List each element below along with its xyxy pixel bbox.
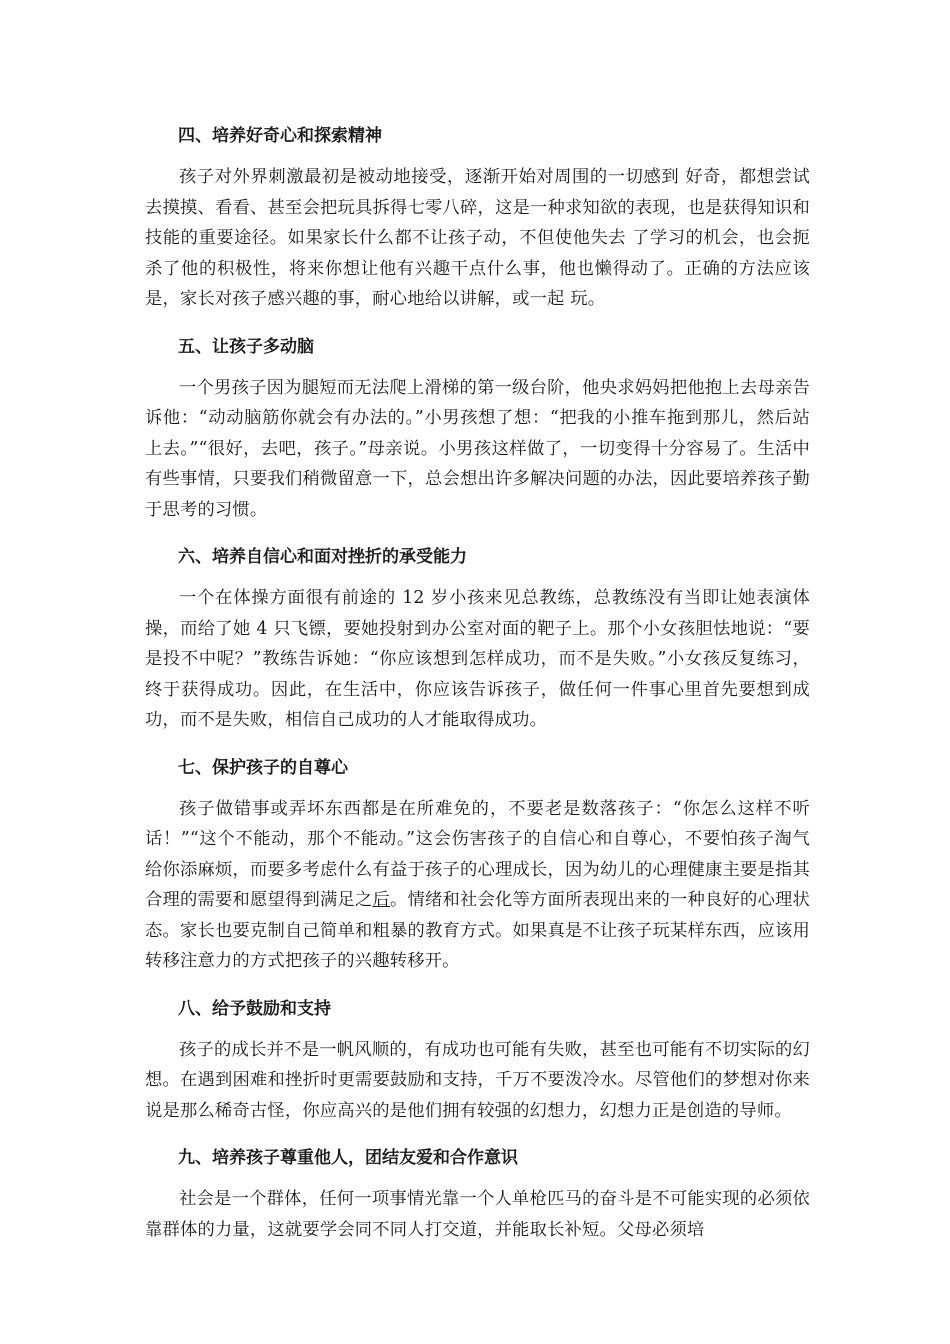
section-paragraph-self-esteem [145,794,810,977]
section-paragraph-curiosity: 孩子对外界刺激最初是被动地接受，逐渐开始对周围的一切感到 好奇，都想尝试去摸摸、看看、甚至会把玩具拆得七零八碎，这是一种求知欲的表现，也是获得知识和技能的重要途径。如果家长什么都不让孩子动，不但使他失去 了学习的机会，也会扼杀了他的积极性，将来你想让他有兴趣干点什么事，他也懒得动了。正确的方法应该是，家长对孩子感兴趣的事，耐心地给以讲解，或一起 玩。 [145,167,810,309]
section-heading-thinking: 五、让孩子多动脑 [178,336,314,357]
section-paragraph-cooperation: 社会是一个群体，任何一项事情光靠一个人单枪匹马的奋斗是不可能实现的必须依靠群体的力量，这就要学会同不同人打交道，并能取长补短。父母必须培 [145,1189,810,1240]
section-heading-curiosity: 四、培养好奇心和探索精神 [178,126,382,146]
section-paragraph-confidence: 一个在体操方面很有前途的 12 岁小孩来见总教练，总教练没有当即让她表演体操，而给了她 4 只飞镖，要她投射到办公室对面的靶子上。那个小女孩胆怯地说：“要是投不中呢？”教练告诉她：“你应该想到怎样成功，而不是失败。”小女孩反复练习，终于获得成功。因此，在生活中，你应该告诉孩子，做任何一件事心里首先要想到成功，而不是失败，相信自己成功的人才能取得成功。 [145,588,810,730]
section-paragraph-thinking: 一个男孩子因为腿短而无法爬上滑梯的第一级台阶，他央求妈妈把他抱上去母亲告诉他：“动动脑筋你就会有办法的。”小男孩想了想：“把我的小推车拖到那儿，然后站上去。”“很好，去吧，孩子。”母亲说。小男孩这样做了，一切变得十分容易了。生活中有些事情，只要我们稍微留意一下，总会想出许多解决问题的办法，因此要培养孩子勤于思考的习惯。 [145,377,810,520]
underlined-text: 后 [372,890,390,910]
document-body [145,120,810,1245]
section-heading-cooperation: 九、培养孩子尊重他人，团结友爱和合作意识 [178,1148,518,1168]
section-heading-self-esteem: 七、保护孩子的自尊心 [178,757,348,778]
section-heading-confidence: 六、培养自信心和面对挫折的承受能力 [178,547,467,567]
section-paragraph-encouragement: 孩子的成长并不是一帆风顺的，有成功也可能有失败，甚至也可能有不切实际的幻想。在遇到困难和挫折时更需要鼓励和支持，千万不要泼冷水。尽管他们的梦想对你来说是那么稀奇古怪，你应高兴的是他们拥有较强的幻想力，幻想力正是创造的导师。 [145,1039,810,1121]
paragraph-text-after: 。情绪和社会化等方面所表现出来的一种良好的心理状态。家长也要克制自己简单和粗暴的教育方式。如果真是不让孩子玩某样东西，应该用转移注意力的方式把孩子的兴趣转移开。 [145,890,810,971]
paragraph-text-before: 孩子做错事或弄坏东西都是在所难免的，不要老是数落孩子：“你怎么这样不听话！”“这个不能动，那个不能动。”这会伤害孩子的自信心和自尊心，不要怕孩子淘气给你添麻烦，而要多考虑什么有益于孩子的心理成长，因为幼儿的心理健康主要是指其合理的需要和愿望得到满足之 [145,798,810,910]
section-heading-encouragement: 八、给予鼓励和支持 [178,998,331,1019]
